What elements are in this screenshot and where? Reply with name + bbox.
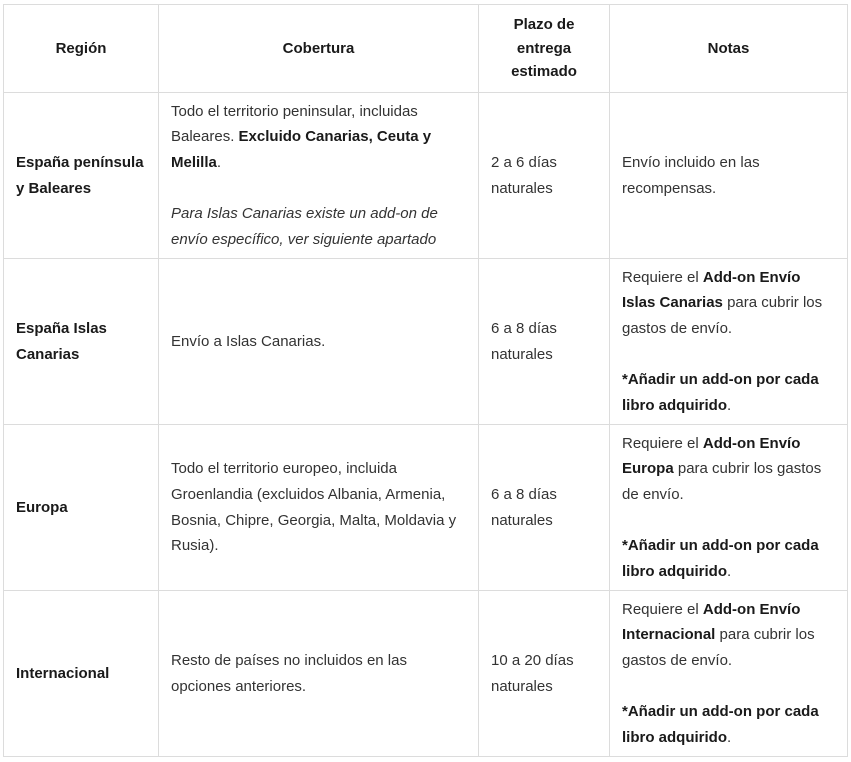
header-coverage: Cobertura xyxy=(159,5,479,93)
region-cell: España península y Baleares xyxy=(4,93,159,259)
coverage-cell: Todo el territorio europeo, incluida Groenlandia (excluidos Albania, Armenia, Bosnia, Chipre, Georgia, Malta, Moldavia y Rusia). xyxy=(159,425,479,591)
notes-post: para cubrir los gastos de envío. xyxy=(622,626,815,669)
notes-cell xyxy=(610,591,848,757)
header-notes: Notas xyxy=(610,5,848,93)
notes-pre: Requiere el xyxy=(622,600,703,618)
region-cell: Internacional xyxy=(4,591,159,757)
coverage-cell xyxy=(159,93,479,259)
table-header-row xyxy=(4,5,848,93)
coverage-note xyxy=(171,201,466,252)
coverage-exclusion: Excluido Canarias, Ceuta y Melilla xyxy=(171,128,432,171)
table-row xyxy=(4,425,848,591)
notes-footnote xyxy=(622,699,835,750)
notes-star: *Añadir un add-on por cada libro adquirido xyxy=(622,371,819,414)
coverage-end: . xyxy=(216,153,222,171)
coverage-text: Todo el territorio peninsular, incluidas Baleares. xyxy=(171,102,418,146)
table-row xyxy=(4,259,848,425)
delivery-cell: 10 a 20 días naturales xyxy=(479,591,610,757)
header-region: Región xyxy=(4,5,159,93)
notes-footnote xyxy=(622,533,835,584)
coverage-italic: Para Islas Canarias existe un add-on de envío específico, ver siguiente apartado xyxy=(171,205,438,248)
notes-end: . xyxy=(727,562,732,580)
notes-pre: Requiere el xyxy=(622,268,703,286)
notes-paragraph xyxy=(622,265,835,342)
shipping-table xyxy=(3,4,848,757)
coverage-cell: Envío a Islas Canarias. xyxy=(159,259,479,425)
notes-star: *Añadir un add-on por cada libro adquirido xyxy=(622,537,819,580)
notes-post: para cubrir los gastos de envío. xyxy=(622,460,822,503)
header-delivery: Plazo de entrega estimado xyxy=(479,5,610,93)
notes-addon: Add-on Envío Internacional xyxy=(622,600,801,644)
delivery-cell: 6 a 8 días naturales xyxy=(479,259,610,425)
notes-addon: Add-on Envío Europa xyxy=(622,434,801,478)
notes-end: . xyxy=(727,396,732,414)
notes-pre: Requiere el xyxy=(622,434,703,452)
notes-cell: Envío incluido en las recompensas. xyxy=(610,93,848,259)
notes-cell xyxy=(610,425,848,591)
notes-star: *Añadir un add-on por cada libro adquirido xyxy=(622,703,819,746)
coverage-cell: Resto de países no incluidos en las opciones anteriores. xyxy=(159,591,479,757)
region-cell: España Islas Canarias xyxy=(4,259,159,425)
notes-addon: Add-on Envío Islas Canarias xyxy=(622,268,801,312)
notes-cell xyxy=(610,259,848,425)
table-row xyxy=(4,591,848,757)
region-cell: Europa xyxy=(4,425,159,591)
delivery-cell: 6 a 8 días naturales xyxy=(479,425,610,591)
notes-paragraph xyxy=(622,597,835,674)
notes-post: para cubrir los gastos de envío. xyxy=(622,294,823,337)
delivery-cell: 2 a 6 días naturales xyxy=(479,93,610,259)
table-row xyxy=(4,93,848,259)
notes-paragraph xyxy=(622,431,835,508)
coverage-paragraph xyxy=(171,99,466,176)
notes-footnote xyxy=(622,367,835,418)
notes-end: . xyxy=(727,728,732,746)
